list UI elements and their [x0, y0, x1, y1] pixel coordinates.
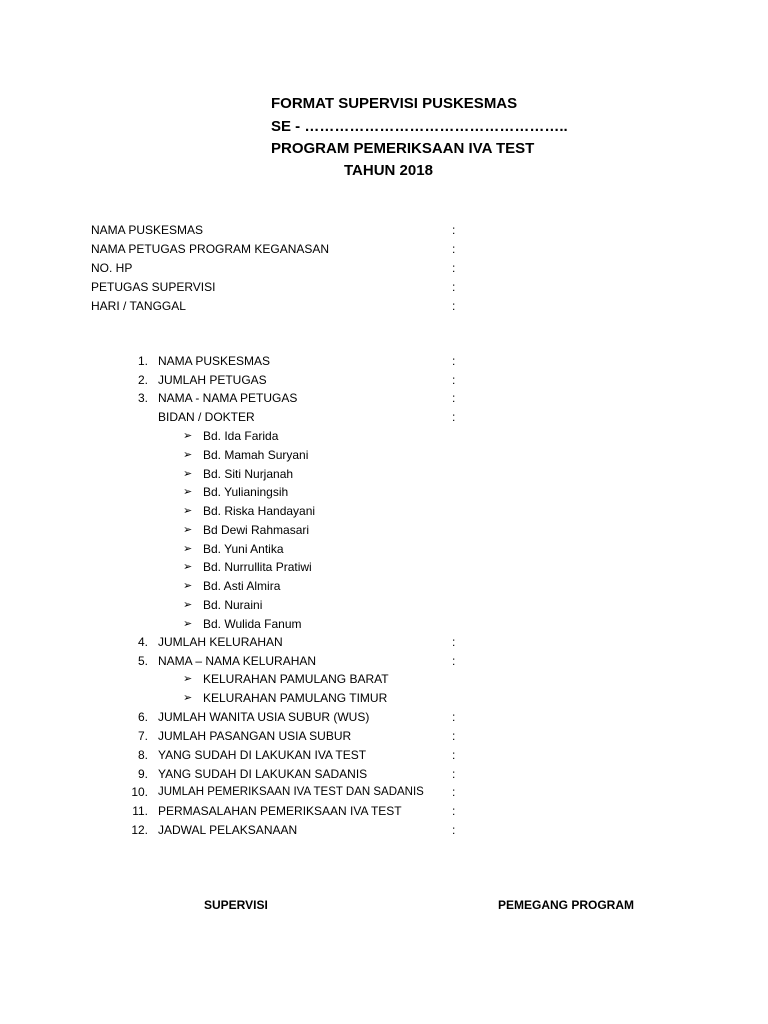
info-field — [91, 222, 203, 238]
list-item-colon: : — [452, 635, 456, 649]
signature-pemegang-program: PEMEGANG PROGRAM — [498, 898, 635, 912]
staff-name: Bd. Mamah Suryani — [203, 448, 309, 462]
staff-name: Bd. Riska Handayani — [203, 504, 316, 518]
staff-name: Bd. Asti Almira — [203, 579, 281, 593]
info-field — [91, 260, 132, 276]
arrow-bullet-icon: ➢ — [183, 692, 193, 704]
list-item-number: 10. — [131, 785, 148, 799]
kelurahan-name: KELURAHAN PAMULANG BARAT — [203, 672, 389, 686]
list-item-label: NAMA - NAMA PETUGAS — [158, 391, 298, 405]
arrow-bullet-icon: ➢ — [183, 599, 193, 611]
list-item-colon: : — [452, 710, 456, 724]
list-item-label: NAMA – NAMA KELURAHAN — [158, 654, 317, 668]
title-year: TAHUN 2018 — [344, 162, 433, 179]
list-item-colon: : — [452, 373, 456, 387]
bidan-dokter-label: BIDAN / DOKTER — [158, 410, 255, 424]
arrow-bullet-icon: ➢ — [183, 580, 193, 592]
info-field-colon: : — [452, 223, 456, 237]
title-program: PROGRAM PEMERIKSAAN IVA TEST — [271, 140, 535, 157]
signature-supervisi: SUPERVISI — [204, 898, 268, 912]
list-item-colon: : — [452, 410, 456, 424]
list-item-colon: : — [452, 785, 456, 799]
info-field-colon: : — [452, 280, 456, 294]
list-item-label: JUMLAH PETUGAS — [158, 373, 267, 387]
info-field-colon: : — [452, 261, 456, 275]
list-item-colon: : — [452, 748, 456, 762]
list-item-colon: : — [452, 654, 456, 668]
staff-name: Bd. Yulianingsih — [203, 485, 289, 499]
staff-name: Bd. Wulida Fanum — [203, 617, 302, 631]
list-item-number: 3. — [137, 391, 148, 405]
list-item-label: NAMA PUSKESMAS — [158, 354, 271, 368]
list-item-colon: : — [452, 823, 456, 837]
staff-name: Bd. Ida Farida — [203, 429, 279, 443]
list-item-number: 5. — [137, 654, 148, 668]
title-format-supervisi: FORMAT SUPERVISI PUSKESMAS — [271, 95, 518, 112]
arrow-bullet-icon: ➢ — [183, 430, 193, 442]
info-field-label: NAMA PETUGAS PROGRAM KEGANASAN — [91, 242, 330, 256]
list-item-colon: : — [452, 354, 456, 368]
title-se-line: SE - …………………………………………….. — [271, 118, 568, 135]
arrow-bullet-icon: ➢ — [183, 561, 193, 573]
list-item-number: 12. — [131, 823, 148, 837]
list-item-number: 1. — [137, 354, 148, 368]
info-field-label: HARI / TANGGAL — [91, 299, 186, 313]
info-field — [91, 279, 215, 295]
list-item-number: 7. — [137, 729, 148, 743]
info-field-colon: : — [452, 242, 456, 256]
list-item-label: JUMLAH WANITA USIA SUBUR (WUS) — [158, 710, 370, 724]
list-item-label: YANG SUDAH DI LAKUKAN IVA TEST — [158, 748, 367, 762]
list-item-colon: : — [452, 767, 456, 781]
list-item-number: 9. — [137, 767, 148, 781]
arrow-bullet-icon: ➢ — [183, 543, 193, 555]
arrow-bullet-icon: ➢ — [183, 468, 193, 480]
list-item-number: 8. — [137, 748, 148, 762]
info-field-label: PETUGAS SUPERVISI — [91, 280, 216, 294]
list-item-label: JUMLAH PEMERIKSAAN IVA TEST DAN SADANIS — [158, 786, 424, 798]
arrow-bullet-icon: ➢ — [183, 673, 193, 685]
staff-name: Bd Dewi Rahmasari — [203, 523, 310, 537]
info-field-label: NO. HP — [91, 261, 133, 275]
arrow-bullet-icon: ➢ — [183, 505, 193, 517]
list-item-colon: : — [452, 391, 456, 405]
list-item-colon: : — [452, 804, 456, 818]
list-item-number: 6. — [137, 710, 148, 724]
arrow-bullet-icon: ➢ — [183, 486, 193, 498]
list-item-label: JUMLAH PASANGAN USIA SUBUR — [158, 729, 352, 743]
arrow-bullet-icon: ➢ — [183, 524, 193, 536]
info-field-label: NAMA PUSKESMAS — [91, 223, 204, 237]
kelurahan-name: KELURAHAN PAMULANG TIMUR — [203, 691, 388, 705]
staff-name: Bd. Nuraini — [203, 598, 263, 612]
info-field — [91, 241, 329, 257]
list-item-label: JADWAL PELAKSANAAN — [158, 823, 298, 837]
list-item-sublabel — [158, 409, 255, 425]
staff-name: Bd. Nurrullita Pratiwi — [203, 560, 312, 574]
arrow-bullet-icon: ➢ — [183, 618, 193, 630]
staff-name: Bd. Yuni Antika — [203, 542, 284, 556]
list-item-label: JUMLAH KELURAHAN — [158, 635, 283, 649]
list-item-label: YANG SUDAH DI LAKUKAN SADANIS — [158, 767, 368, 781]
list-item-number: 2. — [137, 373, 148, 387]
staff-name: Bd. Siti Nurjanah — [203, 467, 294, 481]
info-field — [91, 298, 186, 314]
list-item-number: 4. — [137, 635, 148, 649]
info-field-colon: : — [452, 299, 456, 313]
list-item-colon: : — [452, 729, 456, 743]
arrow-bullet-icon: ➢ — [183, 449, 193, 461]
list-item-number: 11. — [132, 804, 148, 818]
list-item-label: PERMASALAHAN PEMERIKSAAN IVA TEST — [158, 804, 402, 818]
